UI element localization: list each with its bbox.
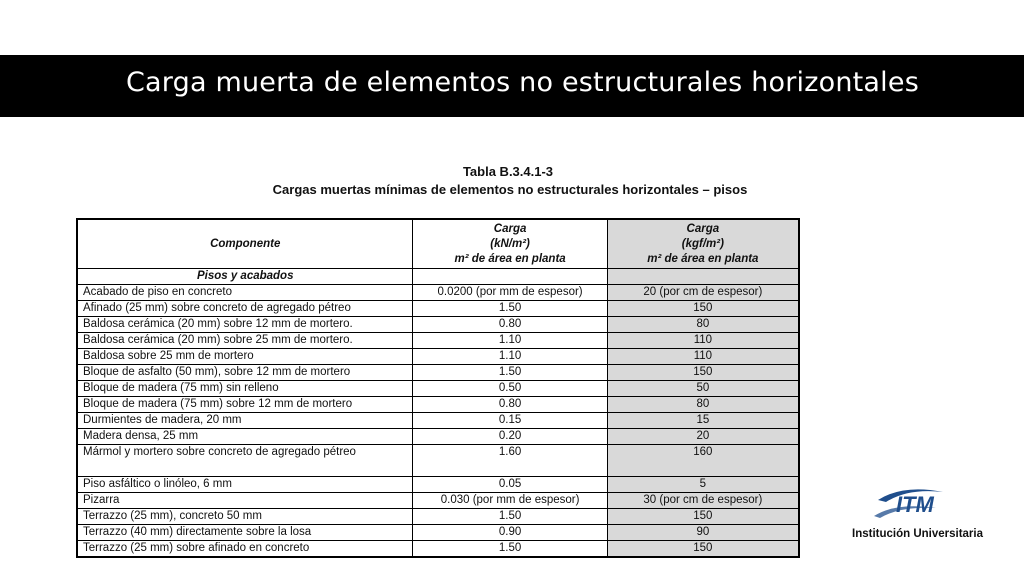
cell-carga-kn: 1.50 [413,365,607,381]
cell-componente: Acabado de piso en concreto [77,285,413,301]
cell-carga-kn: 1.50 [413,541,607,558]
cell-componente: Piso asfáltico o linóleo, 6 mm [77,477,413,493]
table-row [77,493,799,509]
cell-carga-kgf: 150 [607,301,799,317]
table-row [77,477,799,493]
cell-carga-kgf: 150 [607,365,799,381]
cell-carga-kgf: 160 [607,445,799,477]
table-row [77,525,799,541]
table-row [77,445,799,477]
cell-carga-kgf: 110 [607,349,799,365]
cell-carga-kgf: 150 [607,509,799,525]
cell-carga-kgf: 110 [607,333,799,349]
section-label: Pisos y acabados [77,269,413,285]
header-carga-kgf: Carga (kgf/m²) m² de área en planta [607,219,799,269]
cell-carga-kgf: 30 (por cm de espesor) [607,493,799,509]
table-subtitle: Cargas muertas mínimas de elementos no estructurales horizontales – pisos [272,182,748,197]
table-row [77,397,799,413]
cell-carga-kn: 0.0200 (por mm de espesor) [413,285,607,301]
cell-carga-kn: 1.50 [413,509,607,525]
table-row [77,365,799,381]
table-header-row [77,219,799,269]
cell-carga-kgf: 15 [607,413,799,429]
cell-carga-kn: 0.05 [413,477,607,493]
cell-componente: Durmientes de madera, 20 mm [77,413,413,429]
cell-carga-kgf: 80 [607,317,799,333]
table-row [77,541,799,558]
logo-brand: ITM [896,492,934,517]
table-caption: Tabla B.3.4.1-3 [462,164,554,179]
cell-componente: Baldosa cerámica (20 mm) sobre 25 mm de mortero. [77,333,413,349]
cell-carga-kn: 0.030 (por mm de espesor) [413,493,607,509]
header-componente: Componente [77,219,413,269]
cell-componente: Bloque de madera (75 mm) sin relleno [77,381,413,397]
cell-componente: Terrazzo (25 mm) sobre afinado en concreto [77,541,413,558]
cell-carga-kgf: 20 (por cm de espesor) [607,285,799,301]
cell-carga-kn: 0.80 [413,317,607,333]
cell-carga-kgf: 90 [607,525,799,541]
title-bar [0,55,1024,117]
cell-carga-kn: 1.10 [413,333,607,349]
cell-carga-kgf: 50 [607,381,799,397]
header-carga-kn: Carga (kN/m²) m² de área en planta [413,219,607,269]
cell-carga-kgf: 20 [607,429,799,445]
cell-carga-kn: 0.50 [413,381,607,397]
cell-carga-kn: 1.60 [413,445,607,477]
cell-carga-kn: 0.15 [413,413,607,429]
table-row [77,429,799,445]
table-row [77,349,799,365]
cell-carga-kgf: 80 [607,397,799,413]
cell-carga-kgf: 5 [607,477,799,493]
cell-componente: Terrazzo (25 mm), concreto 50 mm [77,509,413,525]
table-row [77,301,799,317]
cell-componente: Madera densa, 25 mm [77,429,413,445]
cell-componente: Bloque de asfalto (50 mm), sobre 12 mm de mortero [77,365,413,381]
cell-componente: Baldosa cerámica (20 mm) sobre 12 mm de mortero. [77,317,413,333]
cell-carga-kn: 0.90 [413,525,607,541]
cell-componente: Mármol y mortero sobre concreto de agregado pétreo [77,445,413,477]
cell-componente: Pizarra [77,493,413,509]
cell-componente: Baldosa sobre 25 mm de mortero [77,349,413,365]
table-row [77,509,799,525]
cell-componente: Bloque de madera (75 mm) sobre 12 mm de mortero [77,397,413,413]
cell-componente: Afinado (25 mm) sobre concreto de agregado pétreo [77,301,413,317]
cell-carga-kn: 0.20 [413,429,607,445]
slide-title: Carga muerta de elementos no estructurales horizontales [126,67,919,98]
loads-table [76,218,800,558]
cell-carga-kn: 0.80 [413,397,607,413]
cell-carga-kgf: 150 [607,541,799,558]
cell-carga-kn: 1.10 [413,349,607,365]
logo-text: Institución Universitaria [852,528,984,540]
section-row [77,269,799,285]
table-row [77,413,799,429]
table-row [77,333,799,349]
cell-componente: Terrazzo (40 mm) directamente sobre la losa [77,525,413,541]
cell-carga-kn: 1.50 [413,301,607,317]
table-row [77,381,799,397]
table-row [77,317,799,333]
table-row [77,285,799,301]
